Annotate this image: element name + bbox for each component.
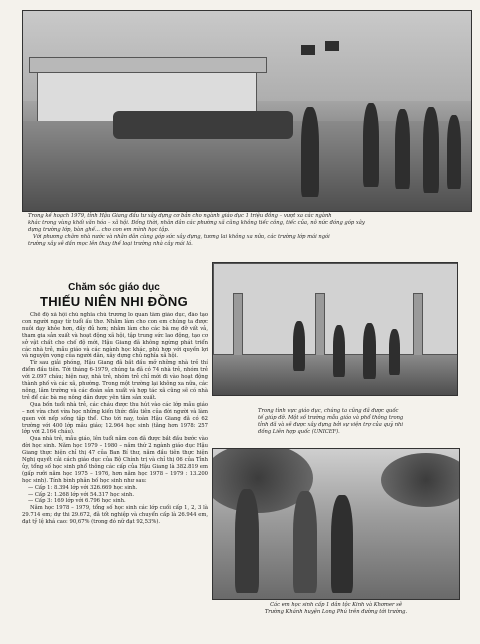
article-heading	[24, 282, 204, 309]
middle-caption	[258, 408, 458, 436]
stats-item: — Cấp 3: 169 lớp với 6.796 học sinh.	[28, 498, 126, 505]
article-body	[22, 312, 208, 628]
middle-photo-person	[389, 329, 400, 375]
top-photo-roof	[29, 57, 267, 73]
top-caption-line: Với phương châm nhà nước và nhân dân cùng góp sức xây dựng, tương lai không xa nữa, các trường lớp mái ngói	[32, 234, 330, 240]
top-photo-crowd	[113, 111, 293, 139]
stats-item: — Cấp 2: 1.268 lớp với 54.317 học sinh.	[28, 491, 134, 498]
top-photo-school-yard	[22, 10, 472, 212]
middle-photo-school-building	[212, 262, 458, 396]
student-stats-list	[22, 485, 208, 506]
top-photo-person	[423, 107, 439, 193]
middle-photo-person	[363, 323, 376, 379]
article-title: THIẾU NIÊN NHI ĐỒNG	[40, 294, 188, 309]
article-kicker: Chăm sóc giáo dục	[68, 282, 160, 293]
stats-item: — Cấp 1: 8.394 lớp với 326.669 học sinh.	[28, 484, 138, 491]
top-photo-person	[395, 109, 410, 189]
article-paragraph: Qua nhà trẻ, mẫu giáo, lên tuổi năm con đã được bắt đầu bước vào đời học sinh. Năm học 1979 – 1980 – năm thứ 2 ngành giáo dục Hậu Giang thực hiện chỉ thị 47 của Ban Bí thư, năm đầu tiên thực hiện Nghị quyết cải cách giáo dục của Bộ Chính trị và chỉ thị 06 của Tỉnh ủy, tổng số học sinh phổ thông các cấp của Hậu Giang là 382.819 em (gấp rưỡi năm học 1975 – 1976, hơn năm học 1978 – 1979 : 13.200 học sinh). Tính bình phân bố học sinh như sau:	[22, 436, 208, 484]
top-photo-flag	[325, 41, 339, 51]
top-photo-flag	[301, 45, 315, 55]
article-paragraph: Từ sau giải phóng, Hậu Giang đã bắt đầu mở những nhà trẻ thí điểm đầu tiên. Tới tháng 6-1979, chúng ta đã có 74 nhà trẻ, nhóm trẻ với 2.097 cháu; hiện nay, nhà trẻ, nhóm trẻ chỉ mới đi vào hoạt động thành phố và các xã, phường. Trong một trường lại không xa nữa, các nông, lâm trường và các đoàn sản xuất và hợp tác xã cũng sẽ có nhà trẻ để các bà mẹ nông dân được yên tâm sản xuất.	[22, 360, 208, 401]
article-paragraph: Năm học 1978 – 1979, tổng số học sinh các lớp cuối cấp 1, 2, 3 là 29.714 em; dự thi 29.672, đã tốt nghiệp và chuyển cấp là 26.944 em, đạt tỷ lệ khá cao: 90,67% (trong đó nữ đạt 92,53%).	[22, 505, 208, 526]
middle-photo-person	[293, 321, 305, 371]
article-paragraph: Qua bốn tuổi nhà trẻ, các cháu được thu hút vào các lớp mẫu giáo – nơi vừa chơi vừa học những kiến thức đầu tiên của đời người và làm quen với nếp sống tập thể. Cho tới nay, toàn Hậu Giang đã có 62 trường với 400 lớp mẫu giáo; 12.964 học sinh (tăng hơn 1978: 257 lớp với 2.164 cháu).	[22, 401, 208, 436]
bottom-photo-pupil	[235, 489, 259, 593]
top-caption	[28, 213, 468, 248]
top-photo-person	[363, 103, 379, 187]
middle-photo-pillar	[315, 293, 325, 365]
middle-photo-pillar	[413, 293, 423, 365]
bottom-caption-line: Trường Khánh huyện Long Phú trên đường tới trường.	[264, 609, 408, 615]
middle-photo-person	[333, 325, 345, 377]
top-caption-line: dựng trường lớp, bàn ghế... cho con em mình học tập.	[28, 227, 170, 233]
top-photo-person	[447, 115, 461, 189]
article-paragraph: Chế độ xã hội chủ nghĩa chủ trương lo quan tâm giáo dục, đào tạo con người ngay từ tuổi ấu thơ. Nhằm làm cho con em chúng ta được nuôi dạy khỏe hơn, đầy đủ hơn; nhằm làm cho các bà mẹ đỡ vất vả, tham gia sản xuất và hoạt động xã hội, tập trung sức lao động, tạo cơ sở vật chất cho chế độ mới, Hậu Giang đã không ngừng phát triển các nhà trẻ, mẫu giáo và các ngành học khác, phù hợp với quyền lợi và nguyện vọng của người dân, xây dựng chủ nghĩa xã hội.	[22, 312, 208, 360]
bottom-photo-pupils	[212, 448, 460, 600]
middle-caption-line: tế giúp đỡ. Một số trường mẫu giáo và phổ thông trong	[258, 415, 404, 421]
middle-caption-line: tỉnh đã và sẽ được xây dựng bởi sự viện trợ của quỹ nhi	[258, 422, 404, 428]
bottom-caption-line: Các em học sinh cấp 1 dân tộc Kinh và Khơmer sẽ	[270, 602, 402, 608]
bottom-caption	[222, 602, 450, 616]
top-caption-line: Trong kế hoạch 1979, tỉnh Hậu Giang đầu tư xây dựng cơ bản cho ngành giáo dục 1 triệu đồng – vượt xa các ngành	[28, 213, 332, 219]
top-caption-line: khác trong vùng khối văn hóa – xã hội. Đồng thời, nhân dân các phường xã cũng không tiếc công, tiếc của, nô nức đóng góp xây	[28, 220, 365, 226]
middle-photo-pillar	[233, 293, 243, 365]
middle-caption-line: Trong tình vực giáo dục, chúng ta cũng đã được quốc	[258, 408, 399, 414]
top-photo-person	[301, 107, 319, 197]
top-caption-line: trường xây sẽ dần mọc lên thay thế loại trường nhà cây mái lá.	[28, 241, 193, 247]
bottom-photo-tree	[381, 453, 460, 507]
bottom-photo-pupil	[293, 491, 317, 593]
middle-caption-line: đồng Liên hợp quốc (UNICEF).	[258, 429, 340, 435]
bottom-photo-pupil	[331, 495, 353, 593]
